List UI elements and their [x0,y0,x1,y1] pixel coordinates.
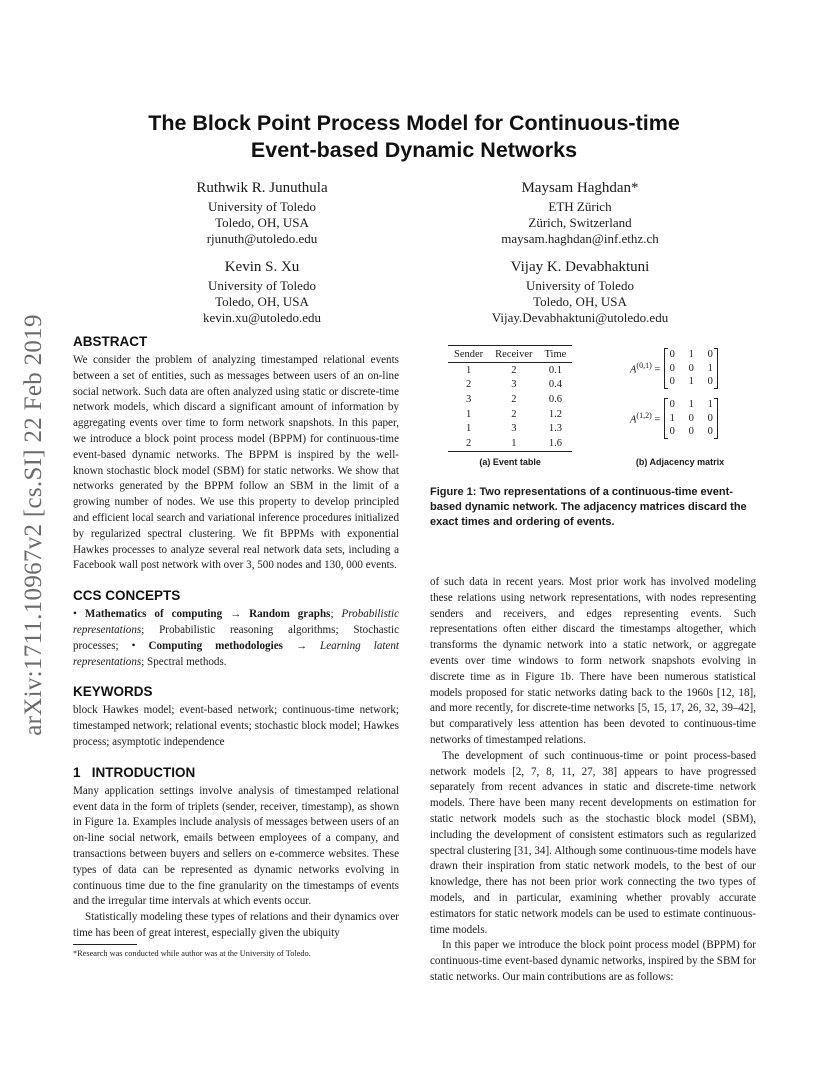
matrix-symbol: A [630,414,637,426]
figure-1a-caption: (a) Event table [479,456,541,467]
table-cell: 1.6 [538,436,572,451]
author-name: Ruthwik R. Junuthula [196,180,328,196]
footnote: *Research was conducted while author was at the University of Toledo. [73,949,311,958]
ccs-concept: Probabilistic representations [73,608,399,636]
matrix-superscript: (0,1) [636,361,652,370]
table-cell: 0.6 [548,393,562,405]
table-cell: 2 [465,379,472,391]
table-row [448,407,572,422]
matrix-body [664,348,718,389]
table-row [448,421,572,436]
matrix-entry: 0 [688,426,694,437]
figure-1-caption: Figure 1: Two representations of a continuous-time event-based dynamic network. The adjacency matrices discard the exact times and ordering of events. [430,486,747,528]
ccs-text [73,607,399,670]
title-line-1: The Block Point Process Model for Continuous-time [148,111,680,135]
matrix-superscript: (1,2) [636,411,652,420]
author-affiliation: University of Toledo [208,199,316,214]
matrix-label [630,361,660,376]
matrix-entry: 0 [707,412,713,424]
footnote-rule [73,944,137,945]
abstract-text: We consider the problem of analyzing timestamped relational events between a set of entities, such as messages between users of an on-line social network. Such data are often analyzed using static or discrete-time network models, which discard a significant amount of information by aggregating events over time to form network snapshots. In this paper, we introduce a block point process model (BPPM) for continuous-time event-based dynamic networks. The BPPM is inspired by the well-known stochastic block model (SBM) for static networks. We show that networks generated by the BPPM follow an SBM in the limit of a growing number of nodes. We use this property to develop principled and efficient local search and variational inference procedures initialized by regularized spectral clustering. We fit BPPMs with exponential Hawkes processes to analyze several real network data sets, including a Facebook wall post network with over 3, 500 nodes and 130, 000 events. [73,354,399,572]
title-line-2: Event-based Dynamic Networks [250,138,578,162]
matrix-body [664,398,718,439]
figure-1b-caption: (b) Adjacency matrix [635,457,725,467]
table-cell: 2 [511,364,517,376]
ccs-arrow: → [282,639,321,652]
column-header: Time [538,346,572,363]
matrix-row [668,362,714,376]
matrix-entry: 1 [688,376,694,387]
abstract-body [73,353,399,574]
matrix-entry: 0 [707,376,713,387]
table-cell: 1.3 [548,423,562,435]
matrix-entry: 0 [707,349,713,360]
matrix-entry: 0 [669,376,675,387]
matrix-entry: 1 [688,399,694,410]
matrix-row [668,375,714,389]
ccs-separator: ; [330,608,342,621]
author-block-2 [450,178,710,247]
author-name: Vijay K. Devabhaktuni [510,259,650,275]
ccs-bullet: • [73,608,85,621]
body-paragraph: In this paper we introduce the block point process model (BPPM) for continuous-time event-based dynamic networks, inspired by the SBM for static networks. Our main contributions are as follows: [430,939,756,983]
matrix-symbol: A [630,364,637,376]
matrix-entry: 0 [669,426,675,437]
matrix-entry: 0 [688,412,694,424]
table-cell: 2 [511,408,517,420]
event-table [448,345,572,452]
ccs-arrow: → [222,608,250,621]
intro-heading: 1 INTRODUCTION [73,764,196,780]
table-cell: 3 [511,379,517,391]
body-paragraph: The development of such continuous-time or point process-based network models [2, 7, 8, 11, 27, 38] appears to have progressed separately from recent advances in static and discrete-time network models. There have been many recent developments on estimation for static network models such as the stochastic block model (SBM), including the development of consistent estimators such as regularized spectral clustering [31, 34]. Although some continuous-time models have drawn their inspiration from static network models, to the best of our knowledge, there has not been prior work connecting the two types of models, and in particular, examining whether provably accurate estimators for static network models can be used to estimate continuous-time models. [430,749,756,936]
column-header: Receiver [489,346,538,363]
matrix-entry: 0 [707,426,713,437]
ccs-concept: Computing methodologies [148,639,283,652]
arxiv-stamp [18,290,50,760]
matrix-entry: 1 [688,349,694,360]
matrix-entry: 0 [669,349,675,360]
column-header: Sender [448,346,489,363]
matrix-row [668,398,714,412]
author-location: Zürich, Switzerland [528,215,632,230]
author-block-1 [142,178,382,247]
matrix-entry: 0 [669,399,675,410]
ccs-bullet: • [131,639,149,652]
intro-paragraph-2: Statistically modeling these types of relations and their dynamics over time has been of great interest, especially given the ubiquity [73,911,399,939]
author-block-3 [142,257,382,326]
author-email: Vijay.Devabhaktuni@utoledo.edu [491,310,669,325]
author-email: rjunuth@utoledo.edu [206,231,318,246]
matrix-entry: 1 [669,412,675,424]
author-affiliation: University of Toledo [526,278,634,293]
table-cell: 2 [448,436,489,451]
table-row [448,436,572,451]
matrix-row [668,425,714,439]
arxiv-identifier: arXiv:1711.10967v2 [cs.SI] 22 Feb 2019 [20,314,47,736]
matrix-label [630,411,660,426]
author-email: kevin.xu@utoledo.edu [202,310,322,325]
abstract-heading: ABSTRACT [73,334,148,349]
ccs-plain: ; Probabilistic reasoning algorithms; Stochastic processes; [73,623,399,652]
table-cell: 3 [511,423,517,435]
matrix-row [668,412,714,426]
table-cell: 2 [511,393,517,405]
body-paragraph: of such data in recent years. Most prior work has involved modeling these relations using network representations, with nodes representing senders and receivers, and edges representing events. Such representations often either discard the timestamps altogether, which transforms the dynamic network into a static network, or aggregate events over time windows to form network snapshots evolving in discrete time as in Figure 1b. There have been numerous statistical models proposed for static networks dating back to the 1960s [12, 18], and more recently, for discrete-time networks [5, 15, 17, 26, 32, 39–42], but comparatively less attention has been devoted to continuous-time networks of timestamped relations. [430,576,756,746]
paper-title [100,110,728,164]
table-cell: 1 [465,364,472,376]
matrix-entry: 1 [707,362,713,374]
keywords-heading: KEYWORDS [73,684,153,700]
matrix-entry: 0 [688,362,694,374]
keywords-body [73,703,399,750]
table-cell: 1.2 [548,408,562,420]
author-email: maysam.haghdan@inf.ethz.ch [501,231,659,246]
ccs-concept: Random graphs [249,608,331,621]
ccs-concept: Mathematics of computing [84,608,223,621]
author-affiliation: ETH Zürich [548,199,612,214]
table-cell: 1 [489,436,538,451]
author-affiliation: University of Toledo [208,278,316,293]
keywords-text: block Hawkes model; event-based network; continuous-time network; timestamped network; relational events; stochastic block model; Hawkes process; asymptotic independence [73,704,399,748]
intro-paragraph-1: Many application settings involve analysis of timestamped relational event data in the form of triplets (sender, receiver, timestamp), as shown in Figure 1a. Examples include analysis of messages between users of an on-line social network, emails between employees of a company, and transactions between buyers and sellers on e-commerce websites. These types of data can be represented as dynamic networks evolving in continuous time due to the fine granularity on the timestamps of events and the irregular time intervals at which events occur. [73,784,399,908]
ccs-concept: Learning latent representations [73,639,399,668]
adjacency-matrix-1 [630,348,718,389]
ccs-body [73,607,399,670]
table-cell: 3 [465,393,472,405]
table-row [448,392,572,407]
author-location: Toledo, OH, USA [533,294,627,309]
author-location: Toledo, OH, USA [215,294,309,309]
author-location: Toledo, OH, USA [215,215,309,230]
author-name: Maysam Haghdan* [521,180,639,196]
matrix-entry: 0 [669,362,675,374]
table-cell: 1 [465,408,472,420]
table-cell: 0.4 [548,379,562,391]
figure-1a [448,345,572,467]
table-row [448,363,572,378]
event-table-header [448,346,572,363]
matrix-row [668,348,714,362]
author-block-4 [450,257,710,326]
table-cell: 0.1 [548,364,562,376]
table-cell: 1 [465,423,472,435]
ccs-plain: ; Spectral methods. [141,655,227,668]
author-name: Kevin S. Xu [224,259,300,275]
intro-body [73,784,399,942]
ccs-heading: CCS CONCEPTS [73,588,181,604]
matrix-entry: 1 [707,399,713,410]
adjacency-matrix-2 [630,398,718,439]
equals-sign: = [651,364,661,376]
equals-sign: = [651,414,661,426]
right-column [430,575,756,986]
table-row [448,378,572,393]
left-column [73,334,399,942]
